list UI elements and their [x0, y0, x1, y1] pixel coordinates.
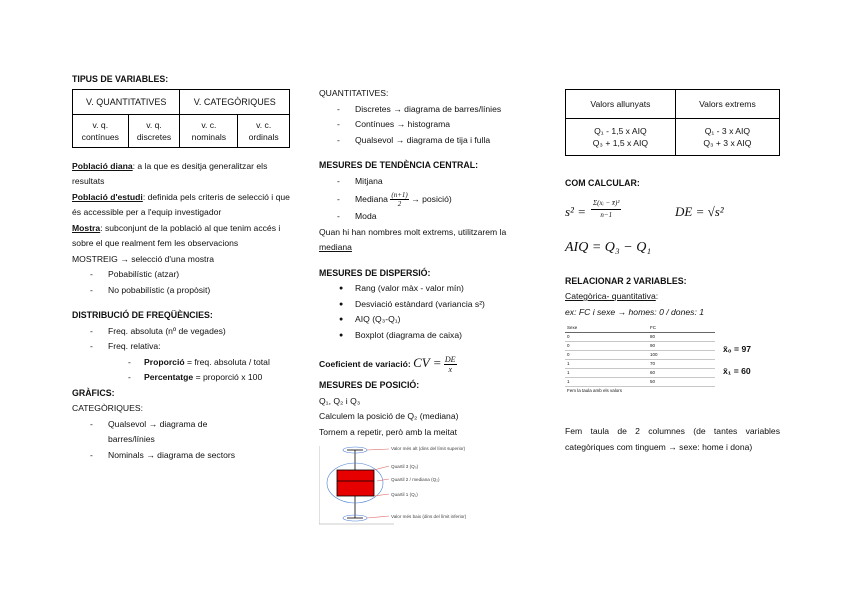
cell-nominal: v. c. nominals — [180, 114, 238, 147]
graphs-section — [72, 386, 290, 464]
relate-title: RELACIONAR 2 VARIABLES: — [565, 275, 687, 286]
sampling: MOSTREIG → selecció d'una mostra — [72, 253, 215, 264]
calc-title: COM CALCULAR: — [565, 178, 640, 188]
boxplot-figure — [319, 446, 524, 528]
position-item: Tornem a repetir, però amb la meitat — [319, 426, 458, 437]
mini-cell: 1 — [565, 369, 648, 378]
variance-row — [565, 198, 780, 226]
quant-title: QUANTITATIVES: — [319, 88, 389, 98]
central-section — [319, 158, 519, 256]
variance-num: Σ(xᵢ − x̄)² — [591, 198, 621, 210]
mini-table-block — [565, 324, 780, 424]
freq-sub-percentage: - Percentatge = proporció x 100 — [72, 370, 290, 386]
column-1 — [72, 72, 290, 463]
aiq-formula: AIQ = Q₃ − Q₁ — [565, 239, 652, 255]
position-title: MESURES DE POSICIÓ: — [319, 380, 420, 390]
variance-lhs: s² = — [565, 203, 586, 219]
mini-cell: 50 — [648, 378, 715, 387]
cell-continuous: v. q. contínues — [73, 114, 129, 147]
outliers-cell: Q₁ - 1,5 x AIQ Q₃ + 1,5 x AIQ — [566, 119, 676, 156]
definition-target: Població diana: a la que es desitja generalitzar els resultats — [72, 160, 268, 186]
frequency-section — [72, 308, 290, 386]
column-2 — [319, 86, 519, 528]
outliers-header: Valors allunyats — [566, 90, 676, 119]
boxplot-label: Valor més alt (dins del límit superior) — [391, 446, 466, 451]
boxplot-label: Quartil 3 (Q₃) — [391, 464, 419, 469]
mini-cell: 0 — [565, 342, 648, 351]
relate-example: ex: FC i sexe → homes: 0 / dones: 1 — [565, 306, 704, 317]
central-item: - Moda — [319, 209, 519, 225]
mini-cell: 100 — [648, 351, 715, 360]
relate-section — [565, 274, 780, 321]
relate-sub: Categòrica- quantitativa: — [565, 291, 659, 301]
central-title: MESURES DE TENDÈNCIA CENTRAL: — [319, 160, 479, 170]
header-categorical: V. CATEGÒRIQUES — [180, 89, 290, 114]
graphs-item: - Qualsevol → diagrama de barres/línies — [72, 417, 290, 448]
cv-formula: CV = — [413, 355, 442, 370]
central-item: - Mitjana — [319, 174, 519, 190]
graphs-categorical: CATEGÒRIQUES: — [72, 403, 143, 413]
mini-cell: 70 — [648, 360, 715, 369]
median-formula-num: (n+1) — [391, 191, 408, 200]
mini-cell: 80 — [648, 333, 715, 342]
mini-cell: 90 — [648, 342, 715, 351]
freq-item: - Freq. relativa: — [72, 339, 290, 355]
cell-ordinal: v. c. ordinals — [238, 114, 290, 147]
mini-cell: 0 — [565, 333, 648, 342]
dispersion-item: ● Rang (valor màx - valor mín) — [319, 281, 519, 297]
central-item-median: - Mediana $\frac{(n+1)}{2}$ → posició) — [319, 189, 519, 209]
boxplot-label: Quartil 2 / mediana (Q₂) — [391, 477, 440, 482]
mini-header: FC — [648, 324, 715, 333]
cv-den: x — [448, 365, 452, 375]
de-formula: DE = √s² — [675, 203, 724, 219]
position-item: Calculem la posició de Q₂ (mediana) — [319, 411, 459, 421]
graphs-title: GRÀFICS: — [72, 387, 115, 398]
median-formula-den: 2 — [397, 200, 402, 209]
mini-cell: 1 — [565, 360, 648, 369]
header-quantitative: V. QUANTITATIVES — [73, 89, 180, 114]
dispersion-title: MESURES DE DISPERSIÓ: — [319, 267, 431, 278]
quant-item: - Contínues → histograma — [319, 117, 519, 133]
cv-row — [319, 351, 519, 376]
central-note: Quan hi han nombres molt extrems, utilitzarem la mediana — [319, 226, 507, 252]
dispersion-section — [319, 266, 519, 344]
extremes-header: Valors extrems — [675, 90, 779, 119]
dispersion-item: ● AIQ (Q₃-Q₁) — [319, 312, 519, 328]
position-item: Q₁, Q₂ i Q₃ — [319, 395, 361, 406]
types-title: TIPUS DE VARIABLES: — [72, 74, 169, 84]
freq-item: - Freq. absoluta (nº de vegades) — [72, 324, 290, 340]
variable-types-table — [72, 89, 290, 148]
sampling-item: - No pobabilístic (a propòsit) — [72, 283, 290, 299]
mini-cell: 1 — [565, 378, 648, 387]
mean-group-1: x̄₁ = 60 — [723, 366, 751, 376]
quant-item: - Discretes → diagrama de barres/línies — [319, 102, 519, 118]
mean-group-0: x̄₀ = 97 — [723, 344, 752, 354]
cell-discrete: v. q. discretes — [128, 114, 180, 147]
mini-footer: Fem la taula amb els valors — [567, 388, 623, 393]
quant-item: - Qualsevol → diagrama de tija i fulla — [319, 133, 519, 149]
freq-title: DISTRIBUCIÓ DE FREQÜÈNCIES: — [72, 310, 213, 320]
position-section — [319, 378, 519, 440]
graphs-item: - Nominals → diagrama de sectors — [72, 448, 290, 464]
boxplot-label: Valor més baix (dins del límit inferior) — [391, 514, 467, 519]
definition-study: Població d'estudi: definida pels criteris de selecció i que és accessible per a l'equip investigador — [72, 191, 290, 217]
mini-cell: 60 — [648, 369, 715, 378]
boxplot-box — [337, 470, 374, 496]
dispersion-item: ● Boxplot (diagrama de caixa) — [319, 328, 519, 344]
cv-num: DE — [444, 355, 456, 365]
means — [723, 338, 751, 382]
column-3 — [565, 88, 780, 455]
sampling-item: - Pobabilístic (atzar) — [72, 267, 290, 283]
definitions — [72, 159, 290, 299]
freq-sub-proportion: - Proporció = freq. absoluta / total — [72, 355, 290, 371]
mini-table — [565, 324, 715, 395]
outliers-table — [565, 89, 780, 156]
variance-den: n−1 — [600, 210, 613, 219]
relate-note: Fem taula de 2 columnes (de tantes variables categòriques com tinguem → sexe: home i dona) — [565, 426, 780, 452]
mini-header: Sexe — [565, 324, 648, 333]
boxplot-label: Quartil 1 (Q₁) — [391, 492, 418, 497]
dispersion-item: ● Desviació estàndard (variancia s²) — [319, 297, 519, 313]
definition-sample: Mostra: subconjunt de la població al que tenim accés i sobre el que realment fem les observacions — [72, 222, 281, 248]
mini-cell: 0 — [565, 351, 648, 360]
extremes-cell: Q₁ - 3 x AIQ Q₃ + 3 x AIQ — [675, 119, 779, 156]
cv-label: Coeficient de variació: — [319, 359, 411, 369]
